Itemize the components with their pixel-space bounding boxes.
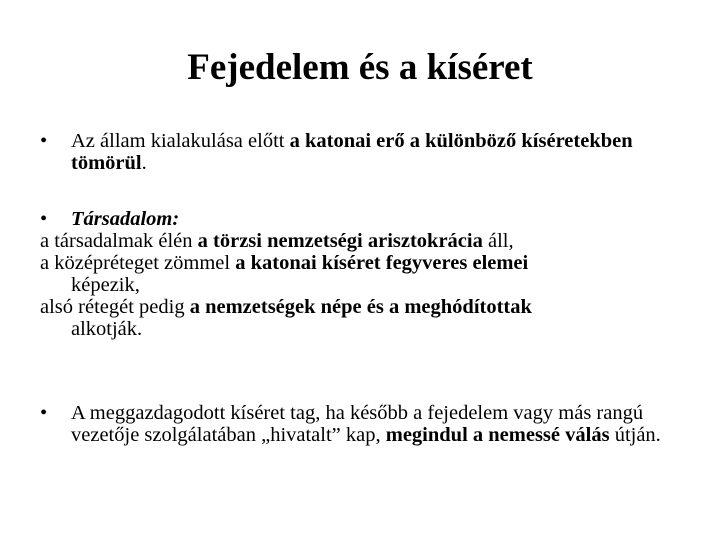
- society-heading: Társadalom:: [71, 208, 180, 230]
- society-line-1: [40, 230, 680, 252]
- p1-text: Az állam kialakulása előtt: [71, 130, 290, 152]
- line-text: alsó rétegét pedig: [40, 296, 190, 318]
- society-line-3: [40, 296, 680, 318]
- line-emphasis: a katonai kíséret fegyveres elemei: [235, 252, 529, 274]
- slide-title: Fejedelem és a kíséret: [187, 47, 533, 88]
- bullet-icon: •: [40, 130, 48, 152]
- line-text: áll,: [482, 230, 514, 252]
- line-text: a középréteget zömmel: [40, 252, 236, 274]
- p3-end: útján.: [609, 424, 661, 446]
- bullet-icon: •: [40, 208, 48, 230]
- bullet-paragraph-1: [40, 130, 680, 174]
- society-line-2: [40, 252, 680, 274]
- line-emphasis: a törzsi nemzetségi arisztokrácia: [197, 230, 483, 252]
- bullet-paragraph-2: [40, 208, 680, 340]
- line-emphasis: a nemzetségek népe és a meghódítottak: [189, 296, 532, 318]
- p3-text: A meggazdagodott kíséret tag, ha később a fejedelem vagy más rangú vezetője szolgálatában „hivatalt” kap,: [71, 402, 644, 446]
- bullet-paragraph-3: [40, 402, 680, 446]
- society-line-3-cont: alkotják.: [71, 318, 143, 340]
- p1-emphasis: a katonai erő a különböző kíséretekben tömörül: [71, 130, 633, 174]
- society-line-2-cont: képezik,: [71, 274, 140, 296]
- line-text: a társadalmak élén: [40, 230, 198, 252]
- bullet-icon: •: [40, 402, 48, 424]
- p3-emphasis: megindul a nemessé válás: [385, 424, 610, 446]
- p1-end: .: [141, 152, 147, 174]
